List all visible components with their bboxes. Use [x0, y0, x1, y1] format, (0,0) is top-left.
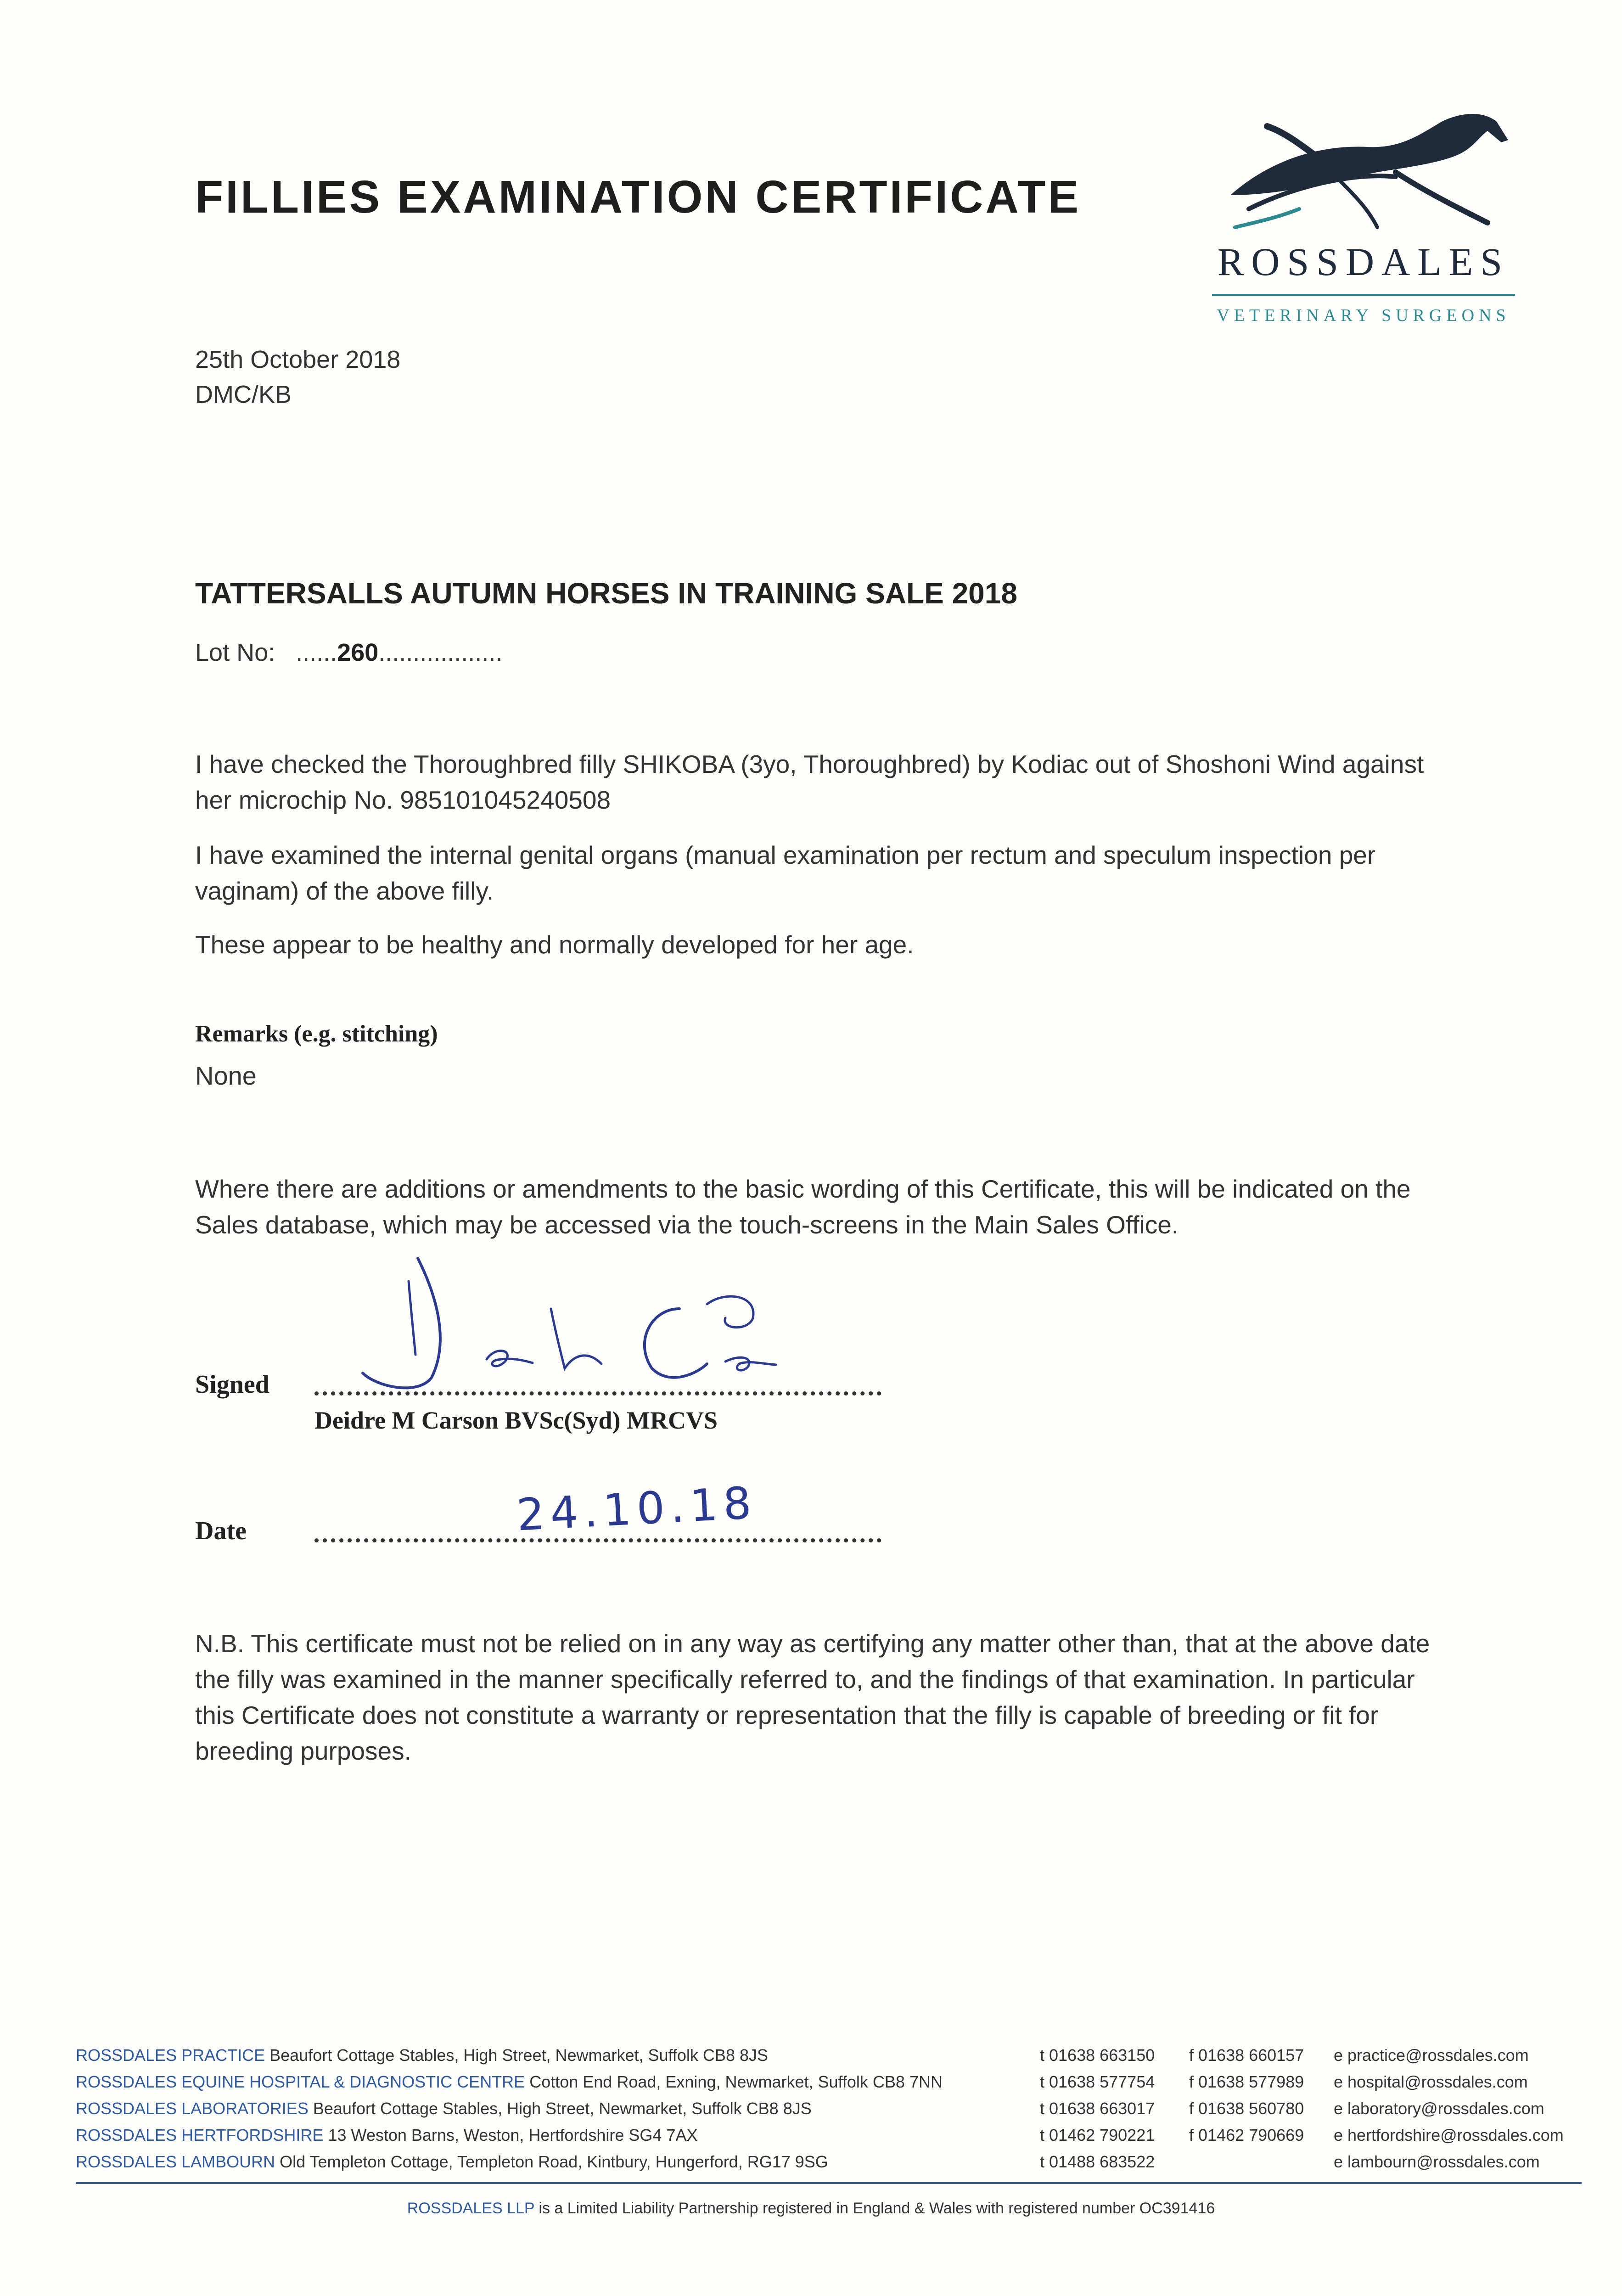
footer-tel: t 01488 683522	[1040, 2152, 1155, 2171]
footer-tel: t 01638 663017	[1040, 2099, 1155, 2118]
brand-name: ROSSDALES	[1217, 240, 1510, 284]
footer-address: Beaufort Cottage Stables, High Street, Newmarket, Suffolk CB8 8JS	[313, 2099, 812, 2118]
health-paragraph: These appear to be healthy and normally developed for her age.	[195, 930, 914, 959]
footer-address: Cotton End Road, Exning, Newmarket, Suffolk CB8 7NN	[529, 2072, 943, 2091]
handwritten-date: 24.10.18	[515, 1477, 758, 1541]
amendments-note: Where there are additions or amendments to the basic wording of this Certificate, this will be indicated on the Sales database, which may be accessed via the touch-screens in the Main Sales Office.	[195, 1175, 1411, 1239]
sale-title: TATTERSALLS AUTUMN HORSES IN TRAINING SALE 2018	[195, 577, 1017, 610]
footer-email: e laboratory@rossdales.com	[1334, 2099, 1544, 2118]
certificate-date: 25th October 2018	[195, 346, 401, 373]
footer-location-name: ROSSDALES LAMBOURN	[76, 2152, 275, 2171]
remarks-label: Remarks (e.g. stitching)	[195, 1021, 438, 1047]
footer-row-laboratories	[76, 2099, 1572, 2126]
footer-address: Old Templeton Cottage, Templeton Road, Kintbury, Hungerford, RG17 9SG	[280, 2152, 828, 2171]
footer-tel: t 01638 663150	[1040, 2046, 1155, 2065]
brand-divider	[1212, 294, 1515, 296]
footer-tel: t 01462 790221	[1040, 2126, 1155, 2144]
footer-fax: f 01638 577989	[1189, 2072, 1304, 2091]
lot-label: Lot No:	[195, 639, 275, 666]
legal-company-name: ROSSDALES LLP	[407, 2200, 534, 2217]
legal-notice	[0, 2200, 1622, 2217]
footer-location-name: ROSSDALES EQUINE HOSPITAL & DIAGNOSTIC CENTRE	[76, 2072, 525, 2091]
signer-name: Deidre M Carson BVSc(Syd) MRCVS	[314, 1407, 718, 1434]
footer-location-name: ROSSDALES HERTFORDSHIRE	[76, 2126, 324, 2144]
footer-row-hospital	[76, 2072, 1572, 2099]
footer-email: e hertfordshire@rossdales.com	[1334, 2126, 1564, 2144]
certificate-title: FILLIES EXAMINATION CERTIFICATE	[195, 171, 1081, 223]
handwritten-signature	[358, 1240, 854, 1405]
footer-address: 13 Weston Barns, Weston, Hertfordshire SG4 7AX	[328, 2126, 698, 2144]
rossdales-logo	[1203, 103, 1524, 236]
signed-label: Signed	[195, 1370, 269, 1399]
date-line	[314, 1538, 881, 1542]
footer-row-practice	[76, 2046, 1572, 2072]
legal-registration-text: is a Limited Liability Partnership registered in England & Wales with registered number OC391416	[539, 2200, 1215, 2217]
footer-tel: t 01638 577754	[1040, 2072, 1155, 2091]
nb-disclaimer: N.B. This certificate must not be relied on in any way as certifying any matter other than, that at the above date the filly was examined in the manner specifically referred to, and the findings of that examination. In particular this Certificate does not constitute a warranty or representation that the filly is capable of breeding or fit for breeding purposes.	[195, 1629, 1430, 1765]
footer-location-name: ROSSDALES PRACTICE	[76, 2046, 265, 2065]
footer-email: e practice@rossdales.com	[1334, 2046, 1529, 2065]
lot-number: 260	[337, 639, 379, 666]
footer-address: Beaufort Cottage Stables, High Street, Newmarket, Suffolk CB8 8JS	[269, 2046, 768, 2065]
footer-email: e hospital@rossdales.com	[1334, 2072, 1528, 2091]
examination-paragraph: I have examined the internal genital organs (manual examination per rectum and speculum inspection per vaginam) of the above filly.	[195, 841, 1376, 905]
footer-email: e lambourn@rossdales.com	[1334, 2152, 1540, 2171]
lot-number-line	[195, 638, 502, 667]
footer-fax: f 01462 790669	[1189, 2126, 1304, 2144]
lot-prefix-dots: ......	[296, 639, 337, 666]
footer-location-name: ROSSDALES LABORATORIES	[76, 2099, 309, 2118]
footer-divider	[76, 2182, 1582, 2184]
footer-row-hertfordshire	[76, 2126, 1572, 2152]
reference-code: DMC/KB	[195, 381, 292, 408]
remarks-value: None	[195, 1061, 257, 1090]
brand-subtitle: VETERINARY SURGEONS	[1217, 306, 1510, 325]
footer-fax: f 01638 660157	[1189, 2046, 1304, 2065]
footer-row-lambourn	[76, 2152, 1572, 2179]
footer-contacts	[76, 2046, 1572, 2179]
footer-fax: f 01638 560780	[1189, 2099, 1304, 2118]
lot-suffix-dots: ..................	[378, 639, 503, 666]
galloping-horse-icon	[1203, 103, 1524, 236]
date-label: Date	[195, 1517, 247, 1545]
microchip-paragraph: I have checked the Thoroughbred filly SHIKOBA (3yo, Thoroughbred) by Kodiac out of Shoshoni Wind against her microchip No. 985101045240508	[195, 750, 1424, 814]
